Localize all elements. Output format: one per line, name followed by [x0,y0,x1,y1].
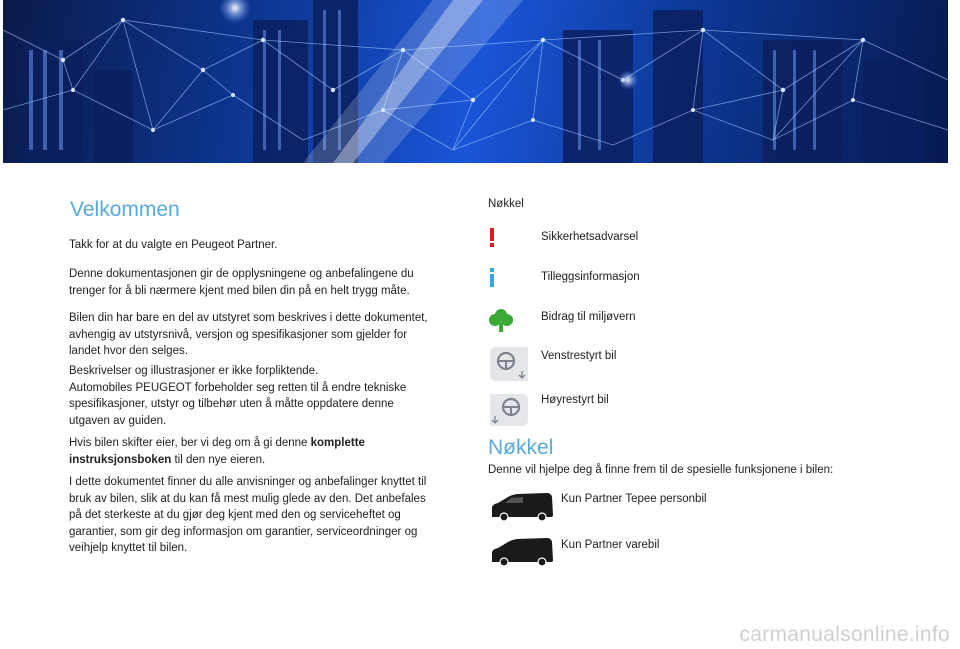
page-title: Velkommen [70,198,180,221]
disclaimer-paragraph [69,363,406,429]
warning-icon [487,227,497,254]
equipment-paragraph [69,310,428,360]
text-fragment: til den nye eieren. [171,453,266,466]
text-line: på det sterkeste at du gjør deg kjent med den og serviceheftet og [69,509,401,521]
key-item-label: Høyrestyrt bil [541,394,609,406]
intro-paragraph: Takk for at du valgte en Peugeot Partner. [69,239,278,251]
documentation-paragraph [69,266,414,299]
key-item-label: Bidrag til miljøvern [541,311,636,323]
text-line: avhengig av utstyrsnivå, versjon og spesifikasjoner som gjelder for [69,328,408,341]
text-line: Denne dokumentasjonen gir de opplysningene og anbefalingene du [69,268,414,280]
key-item-label: Venstrestyrt bil [541,350,617,362]
van-icon [489,533,555,572]
key-item-label: Tilleggsinformasjon [541,271,640,283]
key-item-label: Sikkerhetsadvarsel [541,231,639,243]
key-label: Nøkkel [488,198,524,210]
text-fragment: Hvis bilen skifter eier, ber vi deg om å gi denne [69,437,311,449]
right-hand-drive-icon [488,392,530,433]
owner-change-paragraph [69,435,399,468]
tree-icon [488,307,514,338]
info-icon [487,267,497,294]
text-line: utgaven av guiden. [69,414,167,427]
passenger-car-icon [489,488,555,527]
car-item-label: Kun Partner Tepee personbil [561,493,707,505]
text-line: bruk av bilen, slik at du kan få mest mulig glede av den. Det anbefales [69,492,426,505]
text-line: trenger for å bli nærmere kjent med bilen din på en helt trygg måte. [69,284,410,297]
text-line: spesifikasjoner, utstyr og tilbehør uten å måtte oppdatere denne [69,398,394,410]
text-line: landet hvor den selges. [69,345,188,357]
car-item-label: Kun Partner varebil [561,539,660,551]
text-line: garantier, som gir deg informasjon om garantier, serviceordninger og [69,525,418,538]
network-illustration [3,0,948,163]
left-hand-drive-icon [488,345,530,388]
key-section-intro: Denne vil hjelpe deg å finne frem til de spesielle funksjonene i bilen: [488,464,834,476]
header-banner-image [3,0,948,163]
text-line: Beskrivelser og illustrasjoner er ikke forpliktende. [69,365,319,377]
text-line: I dette dokumentet finner du alle anvisninger og anbefalinger knyttet til [69,476,427,488]
text-line: Automobiles PEUGEOT forbeholder seg retten til å endre tekniske [69,381,407,394]
text-line: veihjelp knyttet til bilen. [69,542,188,554]
instructions-paragraph [69,474,426,557]
bold-text: komplette instruksjonsboken [69,437,365,466]
text-line: Bilen din har bare en del av utstyret som beskrives i dette dokumentet, [69,312,428,324]
site-watermark: carmanualsonline.info [739,623,950,646]
key-section-title: Nøkkel [488,436,554,459]
